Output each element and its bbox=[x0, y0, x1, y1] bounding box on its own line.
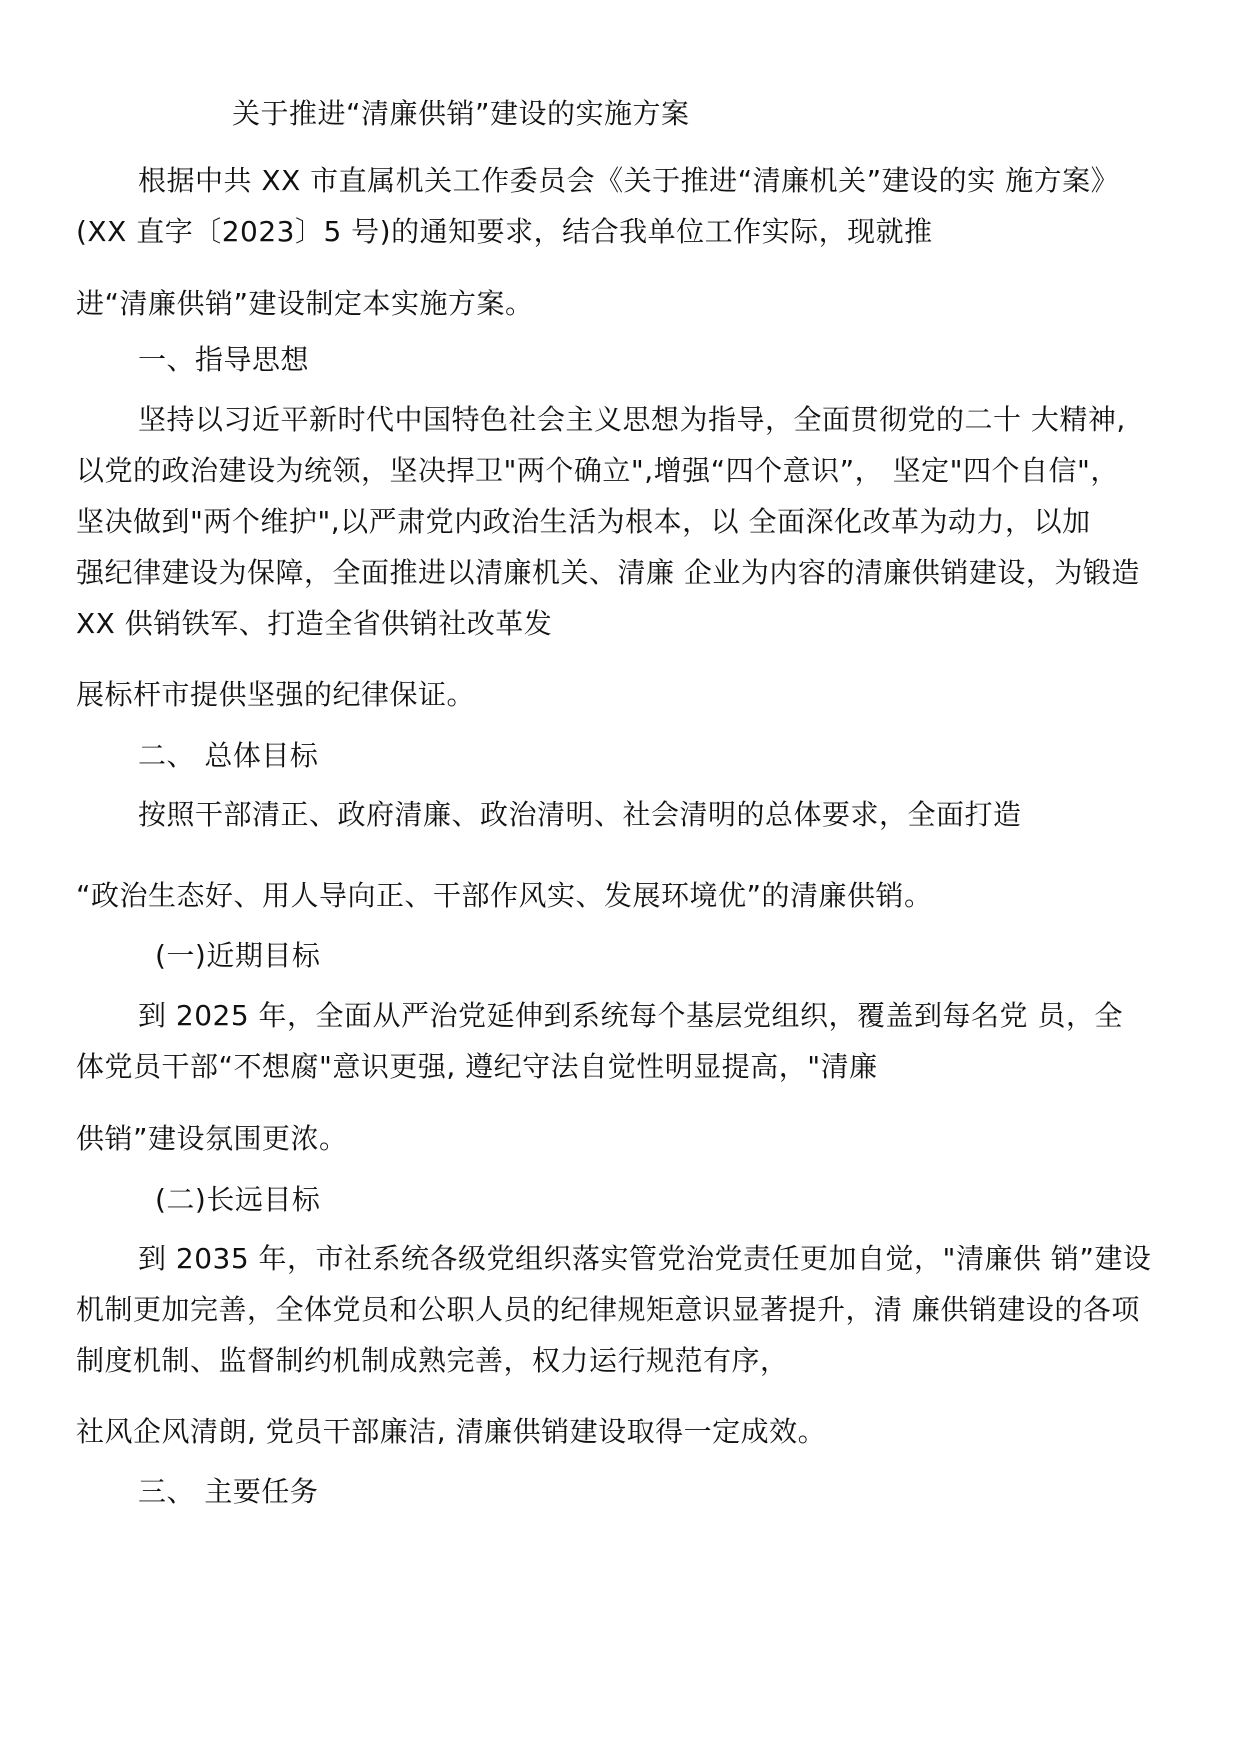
paragraph-line: 到 2035 年，市社系统各级党组织落实管党治党责任更加自觉，"清廉供 销”建设 bbox=[138, 1242, 1152, 1275]
paragraph-line: 坚持以习近平新时代中国特色社会主义思想为指导，全面贯彻党的二十 大精神, bbox=[138, 403, 1126, 436]
paragraph-line: 强纪律建设为保障，全面推进以清廉机关、清廉 企业为内容的清廉供销建设，为锻造 bbox=[76, 556, 1140, 589]
subsection-heading: (二)长远目标 bbox=[155, 1183, 321, 1216]
paragraph-line: 按照干部清正、政府清廉、政治清明、社会清明的总体要求，全面打造 bbox=[138, 798, 1022, 831]
paragraph-line: 以党的政治建设为统领，坚决捍卫"两个确立",增强“四个意识”， 坚定"四个自信"， bbox=[76, 454, 1119, 487]
paragraph-line: (XX 直字〔2023〕5 号)的通知要求，结合我单位工作实际，现就推 bbox=[76, 215, 933, 248]
paragraph-line: 体党员干部“不想腐"意识更强, 遵纪守法自觉性明显提高，"清廉 bbox=[76, 1050, 878, 1083]
paragraph-line: 展标杆市提供坚强的纪律保证。 bbox=[76, 678, 476, 711]
paragraph-line: 制度机制、监督制约机制成熟完善，权力运行规范有序， bbox=[76, 1344, 789, 1377]
section-heading: 二、 总体目标 bbox=[138, 739, 319, 772]
paragraph-line: 进“清廉供销”建设制定本实施方案。 bbox=[76, 287, 534, 320]
section-heading: 一、指导思想 bbox=[138, 343, 310, 376]
paragraph-line: “政治生态好、用人导向正、干部作风实、发展环境优”的清廉供销。 bbox=[76, 879, 933, 912]
paragraph-line: 机制更加完善，全体党员和公职人员的纪律规矩意识显著提升，清 廉供销建设的各项 bbox=[76, 1293, 1140, 1326]
paragraph-line: 社风企风清朗, 党员干部廉洁, 清廉供销建设取得一定成效。 bbox=[76, 1415, 827, 1448]
paragraph-line: XX 供销铁军、打造全省供销社改革发 bbox=[76, 607, 553, 640]
paragraph-line: 供销”建设氛围更浓。 bbox=[76, 1122, 348, 1155]
subsection-heading: (一)近期目标 bbox=[155, 939, 321, 972]
section-heading: 三、 主要任务 bbox=[138, 1475, 319, 1508]
paragraph-line: 坚决做到"两个维护",以严肃党内政治生活为根本，以 全面深化改革为动力，以加 bbox=[76, 505, 1091, 538]
paragraph-line: 根据中共 XX 市直属机关工作委员会《关于推进“清廉机关”建设的实 施方案》 bbox=[138, 164, 1120, 197]
document-title: 关于推进“清廉供销”建设的实施方案 bbox=[232, 97, 690, 130]
paragraph-line: 到 2025 年，全面从严治党延伸到系统每个基层党组织，覆盖到每名党 员，全 bbox=[138, 999, 1123, 1032]
